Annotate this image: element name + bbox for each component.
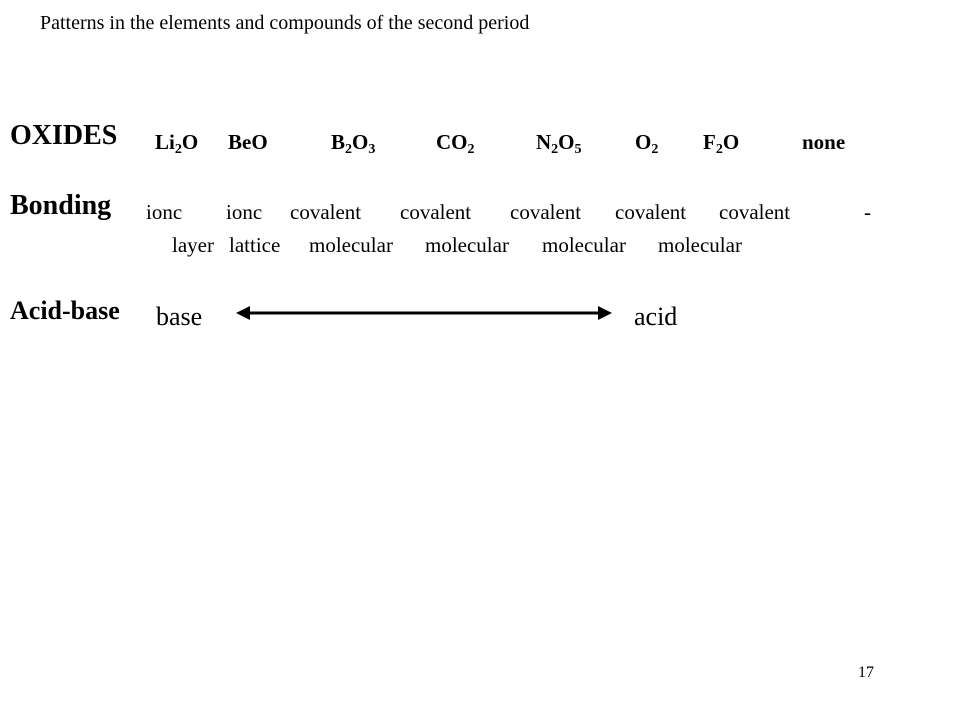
slide-title: Patterns in the elements and compounds of the second period	[40, 12, 530, 34]
structure-type: lattice	[229, 233, 281, 257]
structure-type: layer	[172, 233, 214, 257]
bonding-type: -	[864, 200, 871, 224]
oxide-formula: $O_2$	[635, 130, 659, 157]
oxide-formula: BeO	[228, 130, 268, 154]
acid-label: acid	[634, 302, 678, 331]
oxide-formula: $CO_2$	[436, 130, 475, 157]
oxides-label: OXIDES	[10, 120, 118, 151]
page-number: 17	[858, 664, 874, 681]
bonding-type: covalent	[719, 200, 791, 224]
structure-type: molecular	[658, 233, 742, 257]
bonding-type: covalent	[400, 200, 472, 224]
structure-type: molecular	[425, 233, 509, 257]
bonding-type: covalent	[510, 200, 582, 224]
acid-base-label: Acid-base	[10, 296, 120, 325]
oxide-formula: none	[802, 130, 846, 154]
oxide-formula: $Li_2O$	[155, 130, 199, 157]
double-arrow-icon	[236, 302, 612, 324]
oxide-formula: $F_2O$	[703, 130, 740, 157]
bonding-type: covalent	[290, 200, 362, 224]
oxide-formula: $N_2O_5$	[536, 130, 582, 157]
structure-type: molecular	[309, 233, 393, 257]
bonding-type: ionc	[226, 200, 263, 224]
bonding-label: Bonding	[10, 190, 112, 221]
structure-type: molecular	[542, 233, 626, 257]
bonding-type: ionc	[146, 200, 183, 224]
bonding-type: covalent	[615, 200, 687, 224]
oxide-formula: $B_2O_3$	[331, 130, 376, 157]
base-label: base	[156, 302, 203, 331]
